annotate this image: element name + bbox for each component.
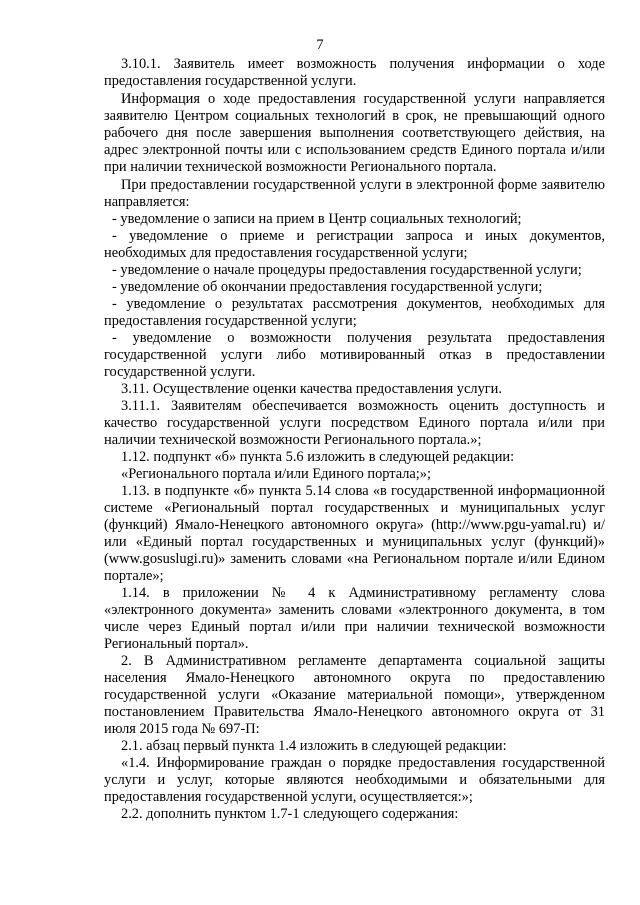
paragraph-electronic-form-intro: При предоставлении государственной услуги в электронной форме заявителю направляется: bbox=[104, 177, 605, 210]
document-body bbox=[104, 56, 605, 823]
paragraph-1-14: 1.14. в приложении № 4 к Административному регламенту слова «электронного документа» заменить словами «электронного документа, в том числе через Единый портал и/или при наличии технической возможности Региональный портал». bbox=[104, 585, 605, 652]
list-item-end-notice: - уведомление об окончании предоставления государственной услуги; bbox=[112, 279, 543, 295]
paragraph-3-10-1: 3.10.1. Заявитель имеет возможность получения информации о ходе предоставления государственной услуги. bbox=[104, 56, 605, 89]
paragraph-1-12: 1.12. подпункт «б» пункта 5.6 изложить в следующей редакции: bbox=[121, 449, 515, 465]
list-item-registration-notice: - уведомление о приеме и регистрации запроса и иных документов, необходимых для предоставления государственной услуги; bbox=[104, 228, 605, 261]
list-item-appointment-notice: - уведомление о записи на прием в Центр социальных технологий; bbox=[112, 211, 522, 227]
paragraph-1-13: 1.13. в подпункте «б» пункта 5.14 слова «в государственной информационной системе «Региональный портал государственных и муниципальных услуг (функций) Ямало-Ненецкого автономного округа» (http://www.pgu-yamal.ru) и/или «Единый портал государственных и муниципальных услуг (функций)» (www.gosuslugi.ru)» заменить словами «на Региональном портале и/или Едином портале»; bbox=[104, 483, 605, 584]
paragraph-2-2: 2.2. дополнить пунктом 1.7-1 следующего содержания: bbox=[121, 806, 459, 822]
page-number: 7 bbox=[316, 37, 324, 53]
paragraph-1-12-quote: «Регионального портала и/или Единого портала;»; bbox=[121, 466, 432, 482]
paragraph-3-11: 3.11. Осуществление оценки качества предоставления услуги. bbox=[121, 381, 502, 397]
paragraph-2: 2. В Административном регламенте департамента социальной защиты населения Ямало-Ненецкого автономного округа по предоставлению государственной услуги «Оказание материальной помощи», утвержденном постановлением Правительства Ямало-Ненецкого автономного округа от 31 июля 2015 года № 697-П: bbox=[104, 653, 605, 737]
paragraph-2-1: 2.1. абзац первый пункта 1.4 изложить в следующей редакции: bbox=[121, 738, 507, 754]
paragraph-1-4-quote: «1.4. Информирование граждан о порядке предоставления государственной услуги и услуг, которые являются необходимыми и обязательными для предоставления государственной услуги, осуществляется:»; bbox=[104, 755, 605, 805]
paragraph-progress-info: Информация о ходе предоставления государственной услуги направляется заявителю Центром социальных технологий в срок, не превышающий одного рабочего дня после завершения выполнения соответствующего действия, на адрес электронной почты или с использованием средств Единого портала и/или при наличии технической возможности Регионального портала. bbox=[104, 91, 605, 175]
paragraph-3-11-1: 3.11.1. Заявителям обеспечивается возможность оценить доступность и качество государственной услуги посредством Единого портала и/или при наличии технической возможности Регионального портала.»; bbox=[104, 398, 605, 448]
list-item-start-notice: - уведомление о начале процедуры предоставления государственной услуги; bbox=[112, 262, 582, 278]
list-item-result-availability-notice: - уведомление о возможности получения результата предоставления государственной услуги либо мотивированный отказ в предоставлении государственной услуги. bbox=[104, 330, 605, 380]
list-item-review-results-notice: - уведомление о результатах рассмотрения документов, необходимых для предоставления государственной услуги; bbox=[104, 296, 605, 329]
